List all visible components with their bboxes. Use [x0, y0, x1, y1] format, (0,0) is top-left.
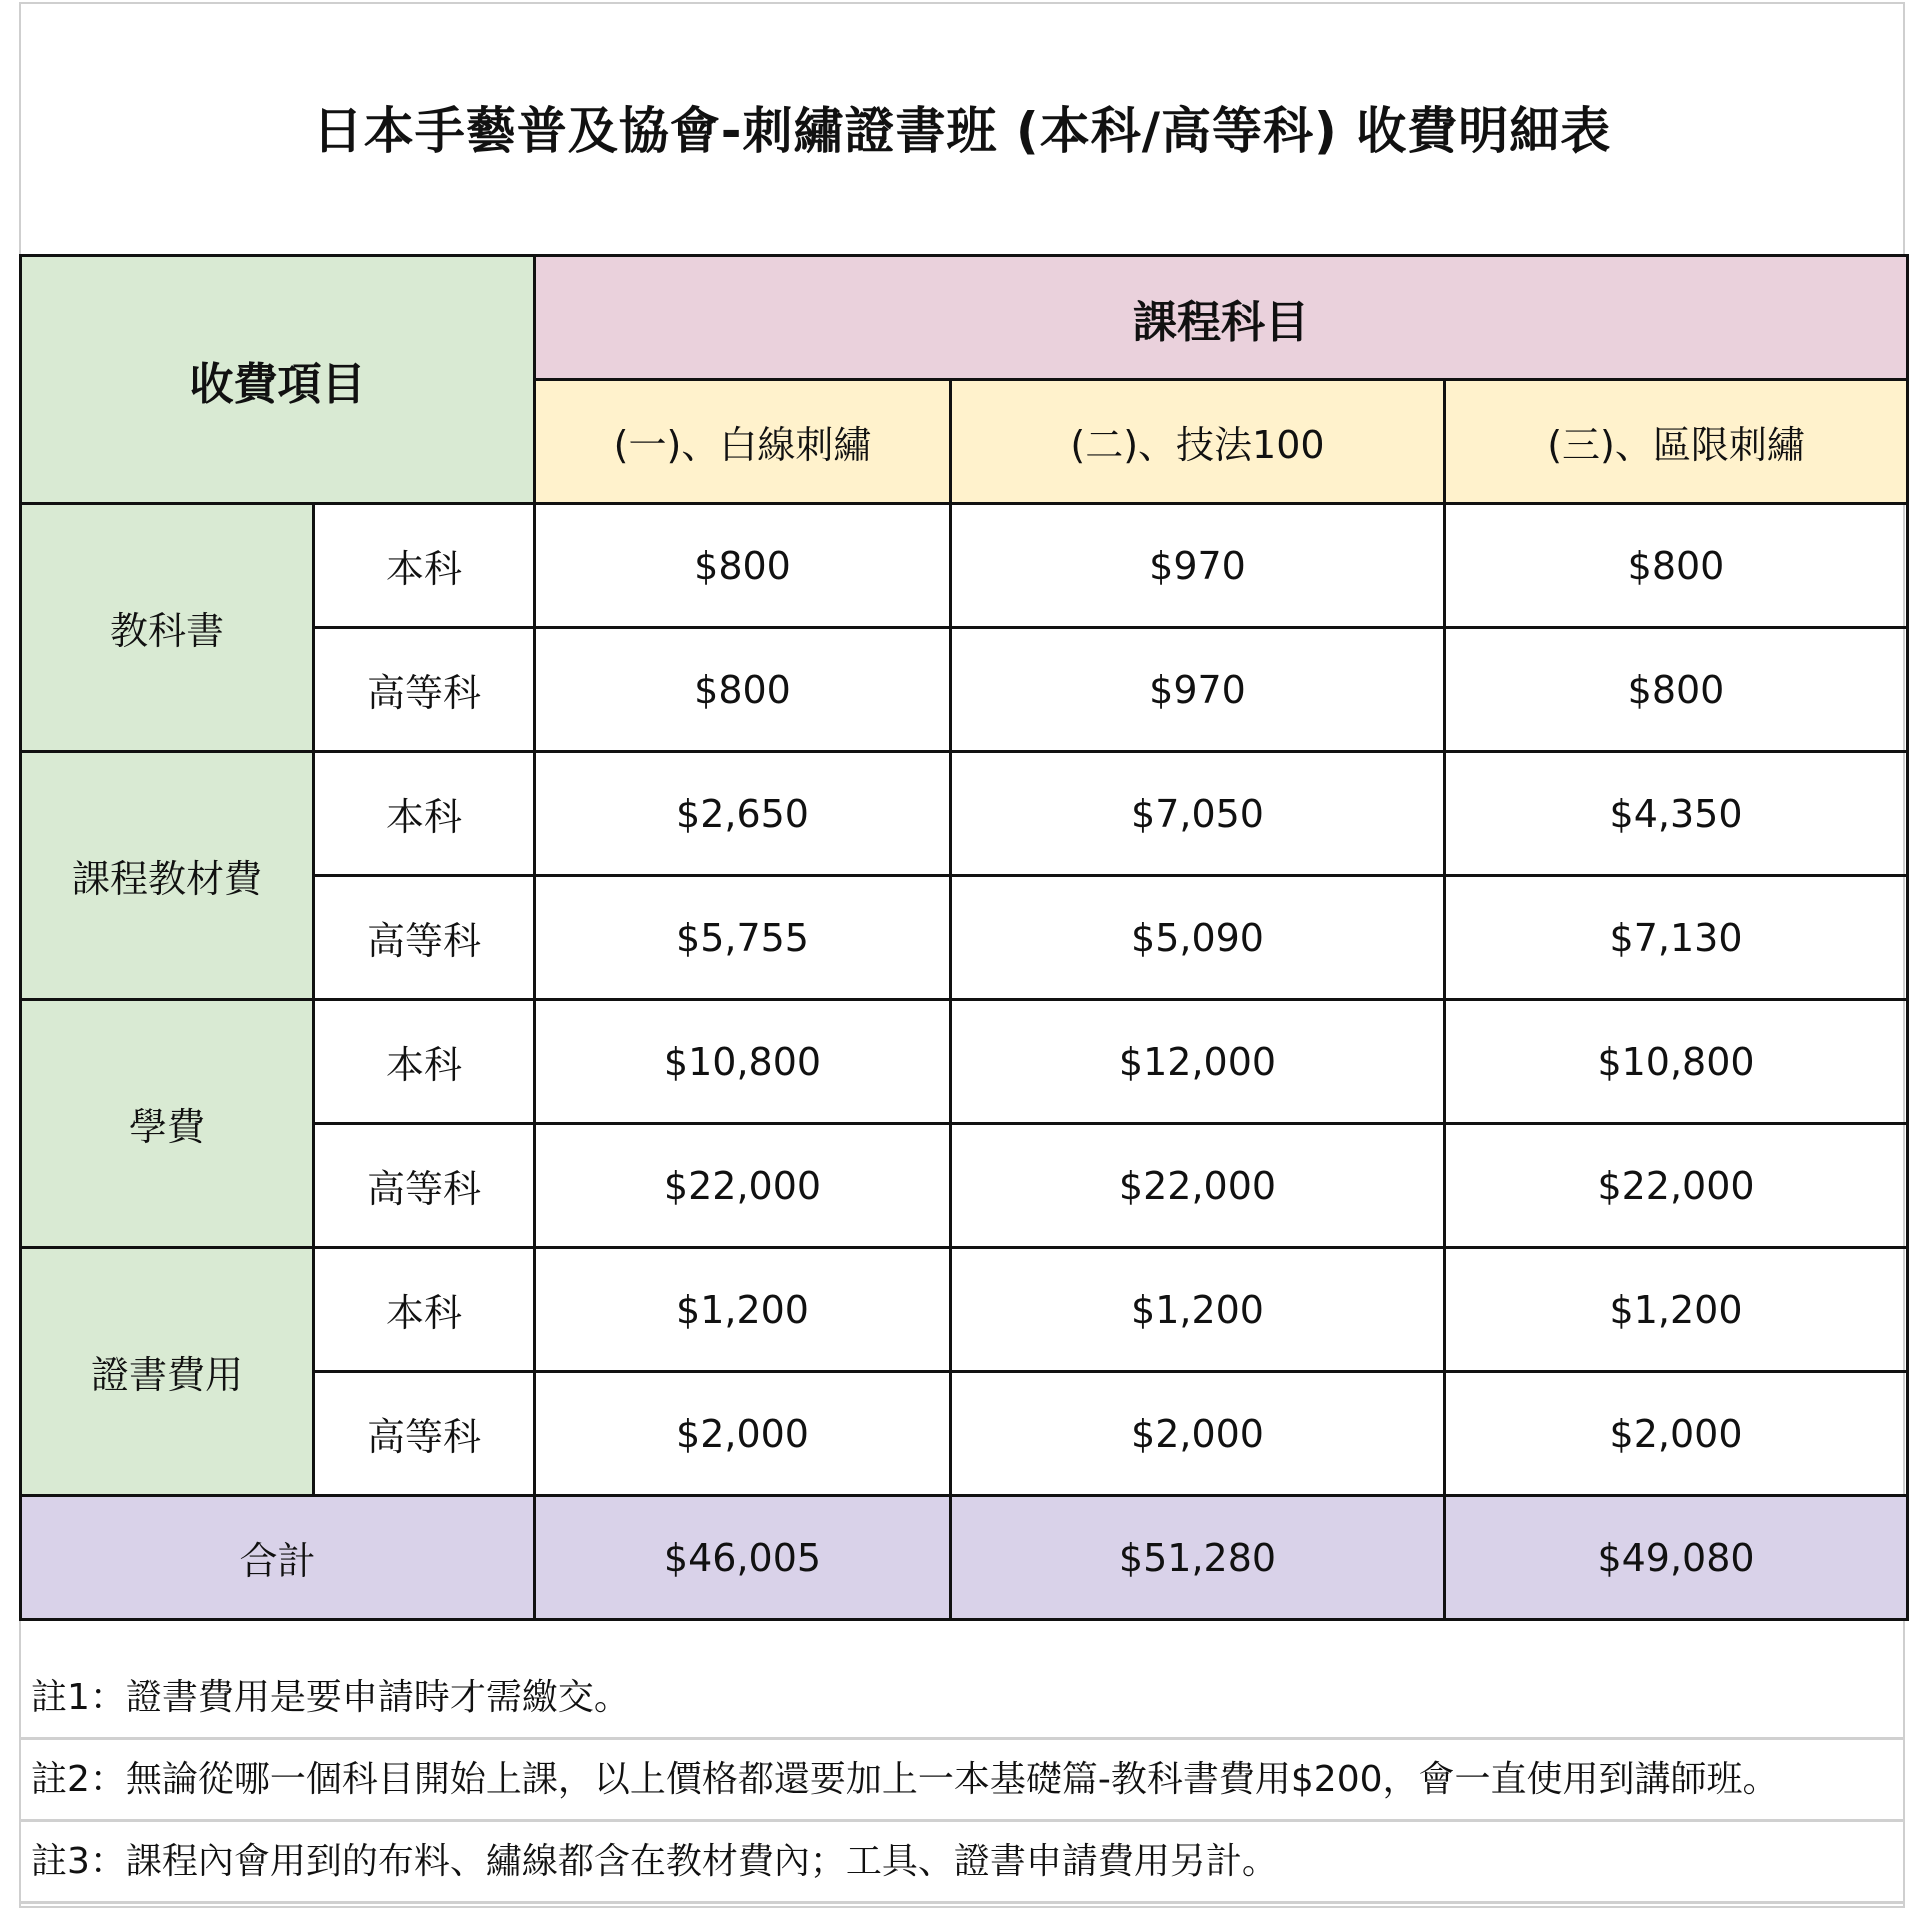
- price-cell: $800: [535, 504, 951, 628]
- course-header-2: (二)、技法100: [951, 380, 1445, 504]
- price-cell: $2,000: [1445, 1372, 1908, 1496]
- level-cell: 本科: [314, 752, 535, 876]
- table-row: [21, 1000, 1908, 1124]
- total-cell: $46,005: [535, 1496, 951, 1620]
- total-row: [21, 1496, 1908, 1620]
- category-cell: 學費: [21, 1000, 314, 1248]
- category-cell: 證書費用: [21, 1248, 314, 1496]
- level-cell: 高等科: [314, 876, 535, 1000]
- price-cell: $2,000: [535, 1372, 951, 1496]
- course-header-3: (三)、區限刺繡: [1445, 380, 1908, 504]
- price-cell: $5,090: [951, 876, 1445, 1000]
- notes-section: [19, 1658, 1905, 1904]
- price-cell: $7,130: [1445, 876, 1908, 1000]
- level-cell: 本科: [314, 504, 535, 628]
- price-cell: $12,000: [951, 1000, 1445, 1124]
- table-row: [21, 752, 1908, 876]
- course-header-1: (一)、白線刺繡: [535, 380, 951, 504]
- price-cell: $800: [1445, 628, 1908, 752]
- level-cell: 本科: [314, 1248, 535, 1372]
- table-row: [21, 1248, 1908, 1372]
- header-row-1: [21, 256, 1908, 380]
- price-cell: $970: [951, 504, 1445, 628]
- table-row: [21, 504, 1908, 628]
- note-2: 註2：無論從哪一個科目開始上課，以上價格都還要加上一本基礎篇-教科書費用$200，會一直使用到講師班。: [19, 1740, 1905, 1822]
- price-cell: $7,050: [951, 752, 1445, 876]
- price-cell: $22,000: [951, 1124, 1445, 1248]
- total-label: 合計: [21, 1496, 535, 1620]
- level-cell: 本科: [314, 1000, 535, 1124]
- fee-table: [19, 254, 1909, 1621]
- note-1: 註1：證書費用是要申請時才需繳交。: [19, 1658, 1905, 1740]
- total-cell: $49,080: [1445, 1496, 1908, 1620]
- total-cell: $51,280: [951, 1496, 1445, 1620]
- course-subject-header: 課程科目: [535, 256, 1908, 380]
- category-cell: 課程教材費: [21, 752, 314, 1000]
- price-cell: $800: [535, 628, 951, 752]
- fee-item-header: 收費項目: [21, 256, 535, 504]
- level-cell: 高等科: [314, 1124, 535, 1248]
- price-cell: $1,200: [535, 1248, 951, 1372]
- note-3: 註3：課程內會用到的布料、繡線都含在教材費內；工具、證書申請費用另計。: [19, 1822, 1905, 1904]
- price-cell: $2,000: [951, 1372, 1445, 1496]
- price-cell: $22,000: [1445, 1124, 1908, 1248]
- level-cell: 高等科: [314, 1372, 535, 1496]
- page-title: 日本手藝普及協會-刺繡證書班 (本科/高等科) 收費明細表: [312, 102, 1612, 160]
- price-cell: $1,200: [1445, 1248, 1908, 1372]
- price-cell: $1,200: [951, 1248, 1445, 1372]
- price-cell: $970: [951, 628, 1445, 752]
- level-cell: 高等科: [314, 628, 535, 752]
- price-cell: $800: [1445, 504, 1908, 628]
- price-cell: $10,800: [535, 1000, 951, 1124]
- price-cell: $10,800: [1445, 1000, 1908, 1124]
- price-cell: $22,000: [535, 1124, 951, 1248]
- category-cell: 教科書: [21, 504, 314, 752]
- price-cell: $2,650: [535, 752, 951, 876]
- price-cell: $5,755: [535, 876, 951, 1000]
- price-cell: $4,350: [1445, 752, 1908, 876]
